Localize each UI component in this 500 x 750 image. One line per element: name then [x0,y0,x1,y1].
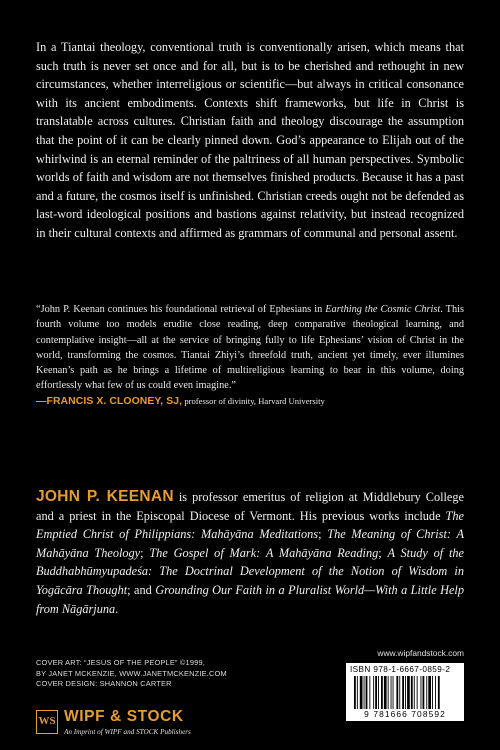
bio-text-5: ; and [127,582,156,597]
barcode-bar [417,676,418,709]
endorsement-quote [36,302,464,409]
credit-cover-design: COVER DESIGN: SHANNON CARTER [36,679,172,689]
barcode-bar [396,676,398,709]
barcode-bar [388,676,389,709]
bio-text-1: is professor emeritus of religion at Middlebury College and a priest in the Episcopal Diocese of Vermont. His previous works include [36,490,464,523]
barcode-bar [402,676,404,709]
endorsement-text-start: “John P. Keenan continues his foundational retrieval of Ephesians in [36,304,326,315]
barcode-digits: 9 781666 708592 [364,709,446,719]
bio-work-3: The Gospel of Mark: A Mahāyāna Reading [149,545,379,560]
publisher-imprint [36,708,276,738]
barcode-bar [411,676,413,709]
barcode-bar [360,676,363,709]
publisher-name: WIPF & STOCK [64,708,184,725]
endorsement-book-title: Earthing the Cosmic Christ [325,304,441,315]
author-bio [36,488,464,618]
bio-work-2: The Meaning of Christ: A Mahāyāna Theology [36,527,464,560]
barcode-bar [369,676,370,709]
barcode-bar [375,676,377,709]
barcode-bar [414,676,415,709]
bio-work-1: The Emptied Christ of Philippians: Mahāyāna Meditations [36,508,464,542]
publisher-subtitle: An Imprint of WIPF and STOCK Publishers [64,728,191,736]
author-name: JOHN P. KEENAN [36,488,174,505]
barcode-bar [366,676,368,709]
isbn-number: ISBN 978-1-6667-0859-2 [350,665,451,674]
barcode-bars [354,676,460,709]
back-cover-description: In a Tiantai theology, conventional truth is conventionally arisen, which means that such truth is never set once and for all, but is to be cherished and rethought in new circumstances, whether interreligious or scientific—but always in critical consonance with its ancient embodiments. Contexts shift frameworks, but life in Christ is translatable across cultures. Christian faith and theology discourage the assumption that the point of it can be clearly pinned down. God’s appearance to Elijah out of the whirlwind is an eternal reminder of the paltriness of all human perspectives. Symbolic worlds of faith and wisdom are not themselves finished products. Because it has a past and a future, the cosmos itself is unfinished. Christian creeds ought not be defended as last-word ideological positions and bastions against relativity, but instead recognized in their cultural contexts and affirmed as grammars of communal and personal assent. [36,40,464,240]
publisher-logo: WS [36,710,58,734]
barcode-bar [423,676,425,709]
publisher-website: www.wipfandstock.com [377,648,464,658]
isbn-barcode [346,663,464,721]
barcode-bar [378,676,379,709]
endorser-title: professor of divinity, Harvard University [182,395,325,406]
bio-text-6: . [115,601,119,616]
endorsement-attribution [36,394,464,409]
barcode-bar [391,676,392,709]
endorser-name: —FRANCIS X. CLOONEY, SJ, [36,395,183,407]
barcode-bar [399,676,400,709]
barcode-bar [405,676,406,709]
barcode-bar [432,676,433,709]
bio-work-5: Grounding Our Faith in a Pluralist World—With a Little Help from Nāgārjuna [36,582,464,616]
barcode-bar [428,676,431,709]
barcode-bar [426,676,427,709]
barcode-bar [357,676,358,709]
barcode-bar [421,676,422,709]
barcode-bar [373,676,374,709]
barcode-bar [407,676,410,709]
barcode-bar [381,676,383,709]
cover-credits [36,658,306,690]
credit-cover-art: COVER ART: “JESUS OF THE PEOPLE” ©1999, [36,658,206,667]
credit-artist: BY JANET MCKENZIE, WWW.JANETMCKENZIE.COM [36,668,227,678]
bio-text-3: ; [140,545,150,560]
barcode-bar [354,676,356,709]
bio-work-4: A Study of the Buddhabhūmyupadeśa: The Doctrinal Development of the Notion of Wisdom in Yogācāra Thought [36,545,464,597]
endorsement-text-end: . This fourth volume too models erudite close reading, deep comparative theological learning, and contemplative insight—all at the service of bringing fully to life Ephesians’ vision of Christ in the world, transforming the cosmos. Tiantai Zhiyi’s threefold truth, ancient yet timely, ever illumines Keenan’s path as he brings a lifetime of multireligious learning to bear in this volume, doing effortlessly what few of us could even imagine.” [36,304,464,392]
barcode-bar [435,676,436,709]
barcode-bar [393,676,394,709]
barcode-bar [384,676,387,709]
bio-text-2: ; [318,527,328,542]
bio-text-4: ; [378,545,388,560]
barcode-bar [438,676,440,709]
barcode-bar [364,676,365,709]
